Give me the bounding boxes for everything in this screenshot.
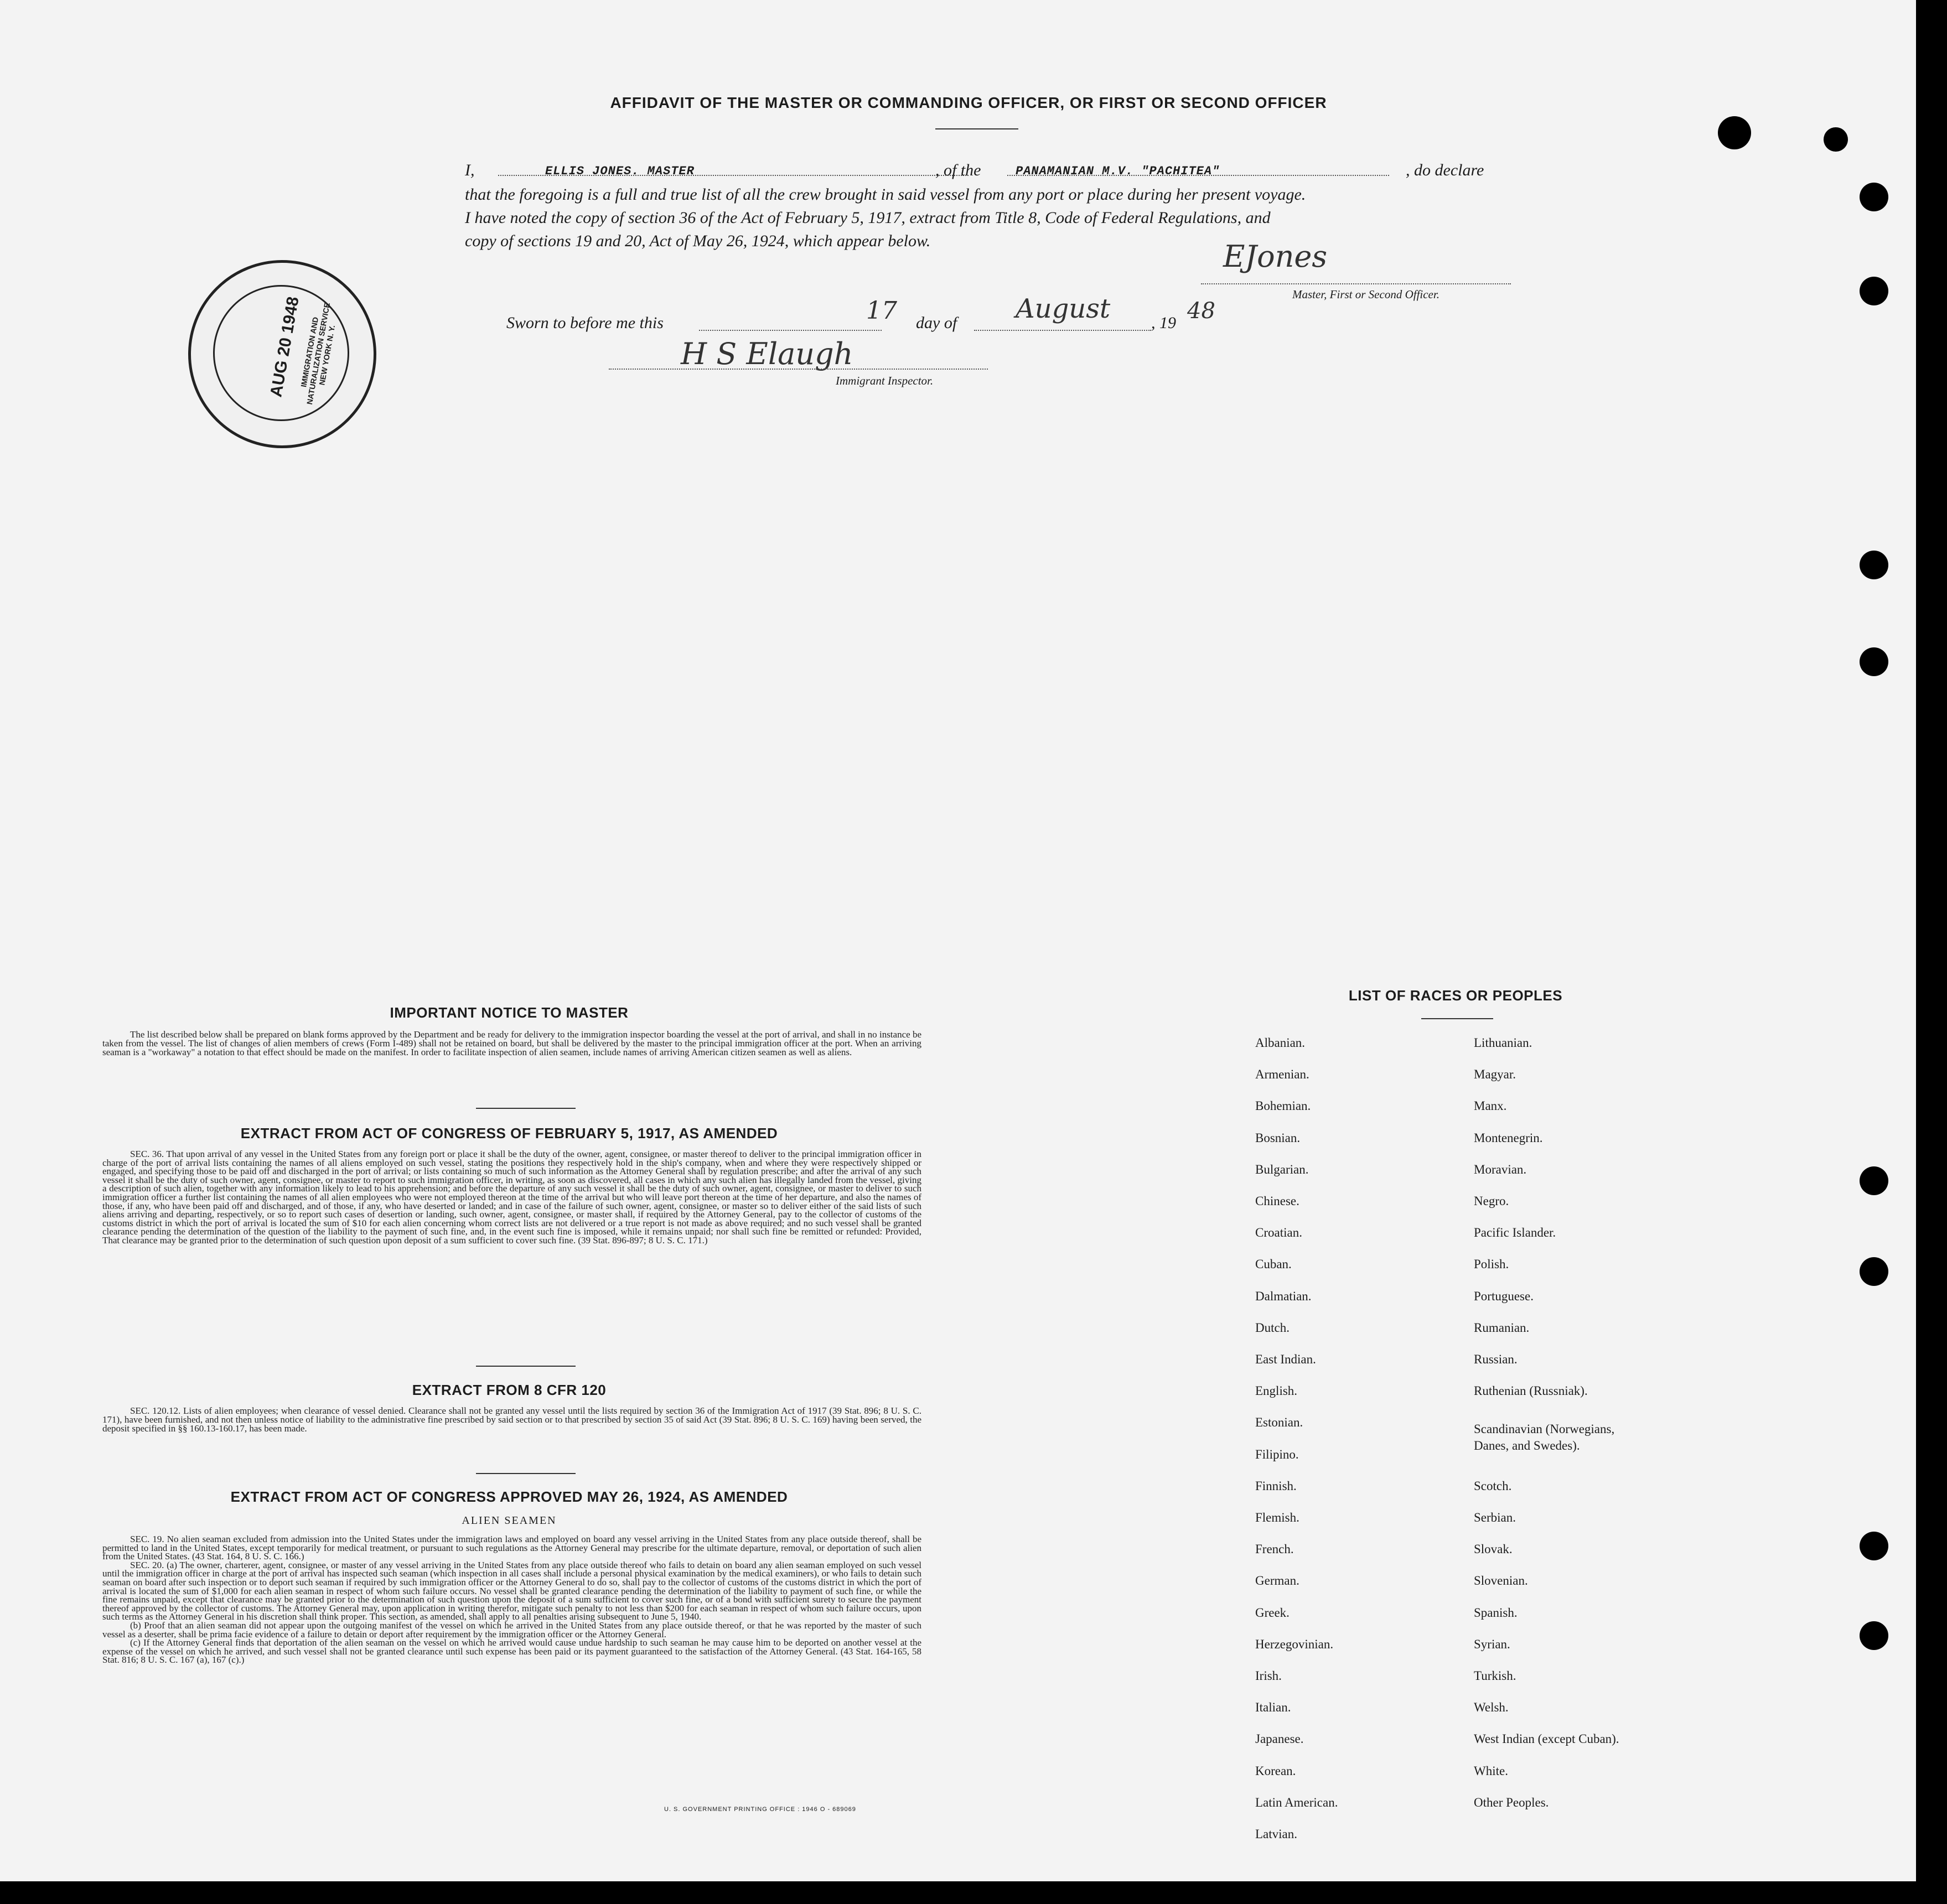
race-item: Manx. bbox=[1474, 1099, 1507, 1113]
printer-footer: U. S. GOVERNMENT PRINTING OFFICE : 1946 O - 689069 bbox=[664, 1806, 856, 1813]
race-item: Herzegovinian. bbox=[1255, 1637, 1334, 1651]
day-of-label: day of bbox=[916, 314, 957, 332]
race-item: Dalmatian. bbox=[1255, 1289, 1312, 1303]
races-rule bbox=[1421, 1018, 1493, 1019]
year-prefix: , 19 bbox=[1151, 314, 1176, 332]
race-item: Japanese. bbox=[1255, 1732, 1304, 1746]
of-the-label: , of the bbox=[935, 161, 981, 179]
extract-8cfr-body bbox=[102, 1407, 921, 1433]
race-item: German. bbox=[1255, 1574, 1299, 1588]
punch-hole bbox=[1860, 551, 1888, 579]
alien-seamen-subtitle: ALIEN SEAMEN bbox=[462, 1514, 557, 1527]
extract-8cfr-rule bbox=[476, 1473, 576, 1474]
punch-hole bbox=[1860, 277, 1888, 305]
race-item: Bosnian. bbox=[1255, 1130, 1301, 1145]
race-item: Montenegrin. bbox=[1474, 1130, 1543, 1145]
race-item: Lithuanian. bbox=[1474, 1036, 1532, 1050]
punch-hole bbox=[1718, 116, 1751, 149]
races-title: LIST OF RACES OR PEOPLES bbox=[1348, 987, 1563, 1004]
race-item: Magyar. bbox=[1474, 1067, 1516, 1082]
master-name-line bbox=[498, 175, 969, 176]
punch-hole bbox=[1824, 127, 1848, 152]
race-item: Other Peoples. bbox=[1474, 1795, 1549, 1809]
notice-rule bbox=[476, 1108, 576, 1109]
sec-20a-paragraph: SEC. 20. (a) The owner, charterer, agent, consignee, or master of any vessel arriving in the United States from any place outside thereof who fails to detain on board any alien seaman employed on such vessel until the immigration officer in charge at the port of arrival has inspected such seaman (which inspection in all cases shall include a personal physical examination by the medical examiners), or who fails to detain such seaman on board after such inspection or to deport such seaman if required by such immigration officer or the Attorney General to do so, shall pay to the collector of customs of the customs district in which the port of arrival is located the sum of $1,000 for each alien seaman in respect of whom such failure occurs. No vessel shall be granted clearance pending the determination of the liability to payment of such fine, or while the fine remains unpaid, except that clearance may be granted prior to the determination of such question upon the deposit of a sum sufficient to cover such fine, or of a bond with sufficient surety to secure the payment thereof approved by the collector of customs. The Attorney General may, upon application in writing therefor, mitigate such penalty to not less than $200 for each seaman in respect of whom such failure occurs, upon such terms as the Attorney General in his discretion shall think proper. This section, as amended, shall apply to all penalties arising subsequent to June 5, 1940. bbox=[102, 1559, 921, 1622]
extract-1917-title: EXTRACT FROM ACT OF CONGRESS OF FEBRUARY 5, 1917, AS AMENDED bbox=[240, 1125, 778, 1142]
punch-hole bbox=[1860, 1621, 1888, 1650]
master-signature-line bbox=[1201, 283, 1511, 284]
race-item: Rumanian. bbox=[1474, 1320, 1530, 1335]
punch-hole bbox=[1860, 1532, 1888, 1560]
race-item: Albanian. bbox=[1255, 1036, 1306, 1050]
master-signature: EJones bbox=[1223, 239, 1328, 274]
race-item: Greek. bbox=[1255, 1605, 1290, 1620]
extract-1924-title: EXTRACT FROM ACT OF CONGRESS APPROVED MAY 26, 1924, AS AMENDED bbox=[230, 1488, 788, 1505]
extract-1917-rule bbox=[476, 1366, 576, 1367]
sworn-label: Sworn to before me this bbox=[506, 314, 664, 332]
race-item: Syrian. bbox=[1474, 1637, 1510, 1651]
race-item: English. bbox=[1255, 1384, 1298, 1398]
extract-8cfr-title: EXTRACT FROM 8 CFR 120 bbox=[412, 1382, 607, 1398]
race-item: French. bbox=[1255, 1542, 1294, 1557]
notice-paragraph: The list described below shall be prepared on blank forms approved by the Department and be ready for delivery to the immigration inspector boarding the vessel at the port of arrival, and shall in no instance be taken from the vessel. The list of changes of alien members of crews (Form I-489) shall not be retained on board, but shall be delivered by the master to the principal immigration officer at the port. When an arriving seaman is a "workaway" a notation to that effect should be made on the manifest. In order to facilitate inspection of alien seamen, include names of arriving American citizen seamen as well as aliens. bbox=[102, 1029, 921, 1057]
affidavit-line2: that the foregoing is a full and true list of all the crew brought in said vessel from any port or place during her present voyage. bbox=[465, 185, 1306, 204]
race-item: Irish. bbox=[1255, 1669, 1282, 1683]
race-item: Bohemian. bbox=[1255, 1099, 1311, 1113]
month-value: August bbox=[1016, 293, 1111, 324]
vessel-name-line bbox=[1007, 175, 1389, 176]
affidavit-line1 bbox=[465, 158, 1572, 183]
race-item: Moravian. bbox=[1474, 1162, 1527, 1176]
sec-19-paragraph: SEC. 19. No alien seaman excluded from admission into the United States under the immigration laws and employed on board any vessel arriving in the United States from any place outside thereof, shall be permitted to land in the United States, except temporarily for medical treatment, or pursuant to such regulations as the Attorney General may prescribe for the ultimate departure, removal, or deportation of such alien from the United States. (43 Stat. 164, 8 U. S. C. 166.) bbox=[102, 1534, 921, 1562]
race-item: Spanish. bbox=[1474, 1605, 1518, 1620]
race-item: Armenian. bbox=[1255, 1067, 1309, 1082]
extract-1924-body bbox=[102, 1535, 921, 1664]
vessel-name: PANAMANIAN M.V. "PACHITEA" bbox=[1016, 164, 1220, 178]
race-item: Latvian. bbox=[1255, 1827, 1297, 1841]
race-item: Scotch. bbox=[1474, 1478, 1512, 1493]
punch-hole bbox=[1860, 647, 1888, 676]
race-item: Portuguese. bbox=[1474, 1289, 1534, 1303]
do-declare-label: , do declare bbox=[1406, 161, 1484, 179]
race-item: Welsh. bbox=[1474, 1700, 1509, 1715]
punch-hole bbox=[1860, 1166, 1888, 1195]
sec-36-paragraph: SEC. 36. That upon arrival of any vessel in the United States from any foreign port or place it shall be the duty of the owner, agent, consignee, or master thereof to deliver to the principal immigration officer in charge of the port of arrival lists containing the names of all aliens employed on such vessel, stating the positions they respectively hold in the ship's company, when and where they were respectively shipped or engaged, and specifying those to be paid off and discharged in the port of arrival; or lists containing so much of such information as the Attorney General shall by regulation prescribe; and after the arrival of any such vessel it shall be the duty of such owner, agent, consignee, or master to report to such immigration officer, in writing, as soon as discovered, all cases in which any such alien has illegally landed from the vessel, giving a description of such alien, together with any information likely to lead to his apprehension; and before the departure of any such vessel it shall be the duty of such owner, agent, consignee, or master to deliver to such immigration officer a further list containing the names of all alien employees who were not employed thereon at the time of the arrival but who will leave port thereon at the time of her departure, and also the names of those, if any, who have been paid off and discharged, and of those, if any, who have deserted or landed; and in case of the failure of such owner, agent, consignee, or master so to deliver either of the said lists of such aliens arriving and departing, respectively, or so to report such cases of desertion or landing, such owner, agent, consignee, or master shall, if required by the Attorney General, pay to the collector of customs of the customs district in which the port of arrival is located the sum of $10 for each alien concerning whom correct lists are not delivered or a true report is not made as above required; and no such vessel shall be granted clearance pending the determination of the question of the liability to the payment of such fine, and, in the event such fine is imposed, while it remains unpaid; nor shall such fine be remitted or refunded: Provided, That clearance may be granted prior to the determination of such question upon deposit of a sum sufficient to cover such fine. (39 Stat. 896-897; 8 U. S. C. 171.) bbox=[102, 1149, 921, 1246]
race-item: Flemish. bbox=[1255, 1511, 1299, 1524]
extract-1917-body bbox=[102, 1150, 921, 1245]
stamp-date: AUG 20 1948 bbox=[267, 295, 303, 399]
race-item: Korean. bbox=[1255, 1763, 1296, 1778]
inspector-signature: H S Elaugh bbox=[681, 336, 853, 371]
race-item: Serbian. bbox=[1474, 1511, 1516, 1524]
race-item: Finnish. bbox=[1255, 1478, 1297, 1493]
race-item: Ruthenian (Russniak). bbox=[1474, 1384, 1588, 1398]
race-item: Negro. bbox=[1474, 1194, 1509, 1208]
i-label: I, bbox=[465, 161, 475, 179]
race-item: Pacific Islander. bbox=[1474, 1226, 1556, 1240]
race-item: Slovenian. bbox=[1474, 1574, 1528, 1588]
race-item: Croatian. bbox=[1255, 1226, 1302, 1240]
race-item: Polish. bbox=[1474, 1257, 1509, 1272]
race-item: Estonian. bbox=[1255, 1415, 1303, 1430]
inspector-caption: Immigrant Inspector. bbox=[836, 374, 934, 387]
master-signature-caption: Master, First or Second Officer. bbox=[1292, 288, 1439, 301]
title-rule bbox=[935, 128, 1018, 129]
race-item: Chinese. bbox=[1255, 1194, 1299, 1208]
notice-title: IMPORTANT NOTICE TO MASTER bbox=[390, 1004, 629, 1021]
inspector-signature-line bbox=[609, 369, 988, 370]
race-item: Bulgarian. bbox=[1255, 1162, 1309, 1176]
month-line bbox=[974, 330, 1151, 331]
sec-20b-paragraph: (b) Proof that an alien seaman did not appear upon the outgoing manifest of the vessel on which he arrived in the United States from any place outside thereof, or that he was reported by the master of such vessel as a deserter, shall be prima facie evidence of a failure to detain or deport after requirement by the immigration officer or the Attorney General. bbox=[102, 1620, 921, 1640]
race-item: Filipino. bbox=[1255, 1447, 1299, 1461]
immigration-stamp bbox=[188, 260, 376, 448]
master-name: ELLIS JONES. MASTER bbox=[545, 164, 695, 178]
affidavit-line4: copy of sections 19 and 20, Act of May 26, 1924, which appear below. bbox=[465, 232, 931, 250]
year-value: 48 bbox=[1187, 298, 1215, 324]
punch-hole bbox=[1860, 1257, 1888, 1286]
sworn-line bbox=[506, 293, 1337, 339]
day-value: 17 bbox=[866, 297, 897, 325]
notice-body bbox=[102, 1030, 921, 1057]
day-line bbox=[699, 330, 882, 331]
stamp-text: IMMIGRATION AND NATURALIZATION SERVICE NEW YORK N. Y. bbox=[299, 302, 337, 406]
sec-120-paragraph: SEC. 120.12. Lists of alien employees; when clearance of vessel denied. Clearance shall not be granted any vessel until the lists required by section 36 of the Immigration Act of 1917 (39 Stat. 896; 8 U. S. C. 171), have been furnished, and not then unless notice of liability to the administrative fine prescribed by said section or to that prescribed by section 35 of said Act (39 Stat. 896; 8 U. S. C. 169) having been served, the deposit specified in §§ 160.13-160.17, has been made. bbox=[102, 1405, 921, 1434]
race-item: White. bbox=[1474, 1763, 1508, 1778]
race-item: Italian. bbox=[1255, 1700, 1291, 1715]
race-item: West Indian (except Cuban). bbox=[1474, 1732, 1619, 1746]
race-item: Scandinavian (Norwegians, Danes, and Swedes). bbox=[1474, 1422, 1615, 1453]
race-item: Turkish. bbox=[1474, 1669, 1516, 1683]
race-item: Cuban. bbox=[1255, 1257, 1292, 1272]
race-item: East Indian. bbox=[1255, 1352, 1316, 1366]
affidavit-line3: I have noted the copy of section 36 of the Act of February 5, 1917, extract from Title 8, Code of Federal Regulations, and bbox=[465, 209, 1271, 227]
affidavit-title: AFFIDAVIT OF THE MASTER OR COMMANDING OFFICER, OR FIRST OR SECOND OFFICER bbox=[610, 94, 1327, 111]
race-item: Russian. bbox=[1474, 1352, 1518, 1366]
race-item: Slovak. bbox=[1474, 1542, 1513, 1557]
punch-hole bbox=[1860, 183, 1888, 211]
race-item: Dutch. bbox=[1255, 1320, 1290, 1335]
race-item: Latin American. bbox=[1255, 1795, 1338, 1809]
sec-20c-paragraph: (c) If the Attorney General finds that deportation of the alien seaman on the vessel on which he arrived would cause undue hardship to such seaman he may cause him to be deported on another vessel at the expense of the vessel on which he arrived, and such vessel shall not be granted clearance until such expense has been paid or its payment guaranteed to the satisfaction of the Attorney General. (43 Stat. 164-165, 58 Stat. 816; 8 U. S. C. 167 (a), 167 (c).) bbox=[102, 1637, 921, 1666]
